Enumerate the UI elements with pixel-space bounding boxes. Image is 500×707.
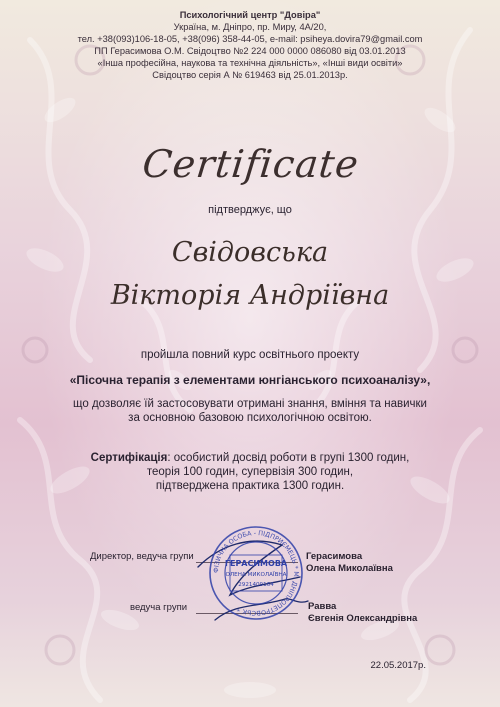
- stamp-code: 2921409164: [238, 582, 274, 588]
- header-address: Україна, м. Дніпро, пр. Миру, 4А/20,: [173, 22, 327, 32]
- certificate-title: Certificate: [140, 142, 362, 186]
- stamp-center-line-2: ОЛЕНА МИКОЛАЇВНА: [225, 572, 287, 578]
- course-intro: пройшла повний курс освітнього проекту: [140, 349, 360, 361]
- header-contacts: тел. +38(093)106-18-05, +38(096) 358-44-05, e-mail: psiheya.dovira79@gmail.com: [77, 34, 423, 44]
- certification-line-2: теорія 100 годин, супервізія 300 годин,: [146, 466, 354, 478]
- header-activity: «Інша професійна, наукова та технічна діяльність», «Інші види освіти»: [97, 58, 403, 68]
- director-name-line-2: Олена Миколаївна: [306, 563, 393, 574]
- course-name: «Пісочна терапія з елементами юнгіанського психоаналізу»,: [69, 373, 431, 387]
- leader-name-line-1: Равва: [308, 601, 337, 612]
- certification-line-1: : особистий досвід роботи в групі 1300 годин,: [167, 452, 410, 464]
- center-name: Психологічний центр "Довіра": [179, 10, 321, 20]
- course-basis: за основною базовою психологічною освітою.: [128, 412, 372, 424]
- issue-date: 22.05.2017р.: [370, 660, 426, 671]
- certification-line-3: підтверджена практика 1300 годин.: [155, 480, 345, 492]
- director-name-line-1: Герасимова: [306, 551, 363, 562]
- recipient-surname: Свідовська: [171, 237, 329, 268]
- stamp-center-line-1: ГЕРАСИМОВА: [224, 559, 288, 568]
- leader-name-line-2: Євгенія Олександрівна: [308, 613, 418, 624]
- certification-block: [50, 451, 450, 493]
- course-permission: що дозволяє їй застосовувати отримані знання, вміння та навички: [73, 398, 427, 410]
- recipient-given-names: Вікторія Андріївна: [110, 280, 390, 311]
- stamp-ring-text: ФІЗИЧНА ОСОБА - ПІДПРИЄМЕЦЬ * М. ДНІПРОПЕТРОВСЬК *: [211, 528, 301, 618]
- header-registration: ПП Герасимова О.М. Свідоцтво №2 224 000 0000 086080 від 03.01.2013: [94, 46, 406, 56]
- certification-label: Сертифікація: [90, 452, 168, 464]
- director-role: Директор, ведуча групи: [90, 551, 194, 562]
- header-license: Свідоцтво серія А № 619463 від 25.01.2013р.: [152, 70, 348, 80]
- leader-role: ведуча групи: [130, 602, 188, 613]
- confirms-text: підтверджує, що: [208, 204, 292, 216]
- seal-stamp: [208, 525, 304, 621]
